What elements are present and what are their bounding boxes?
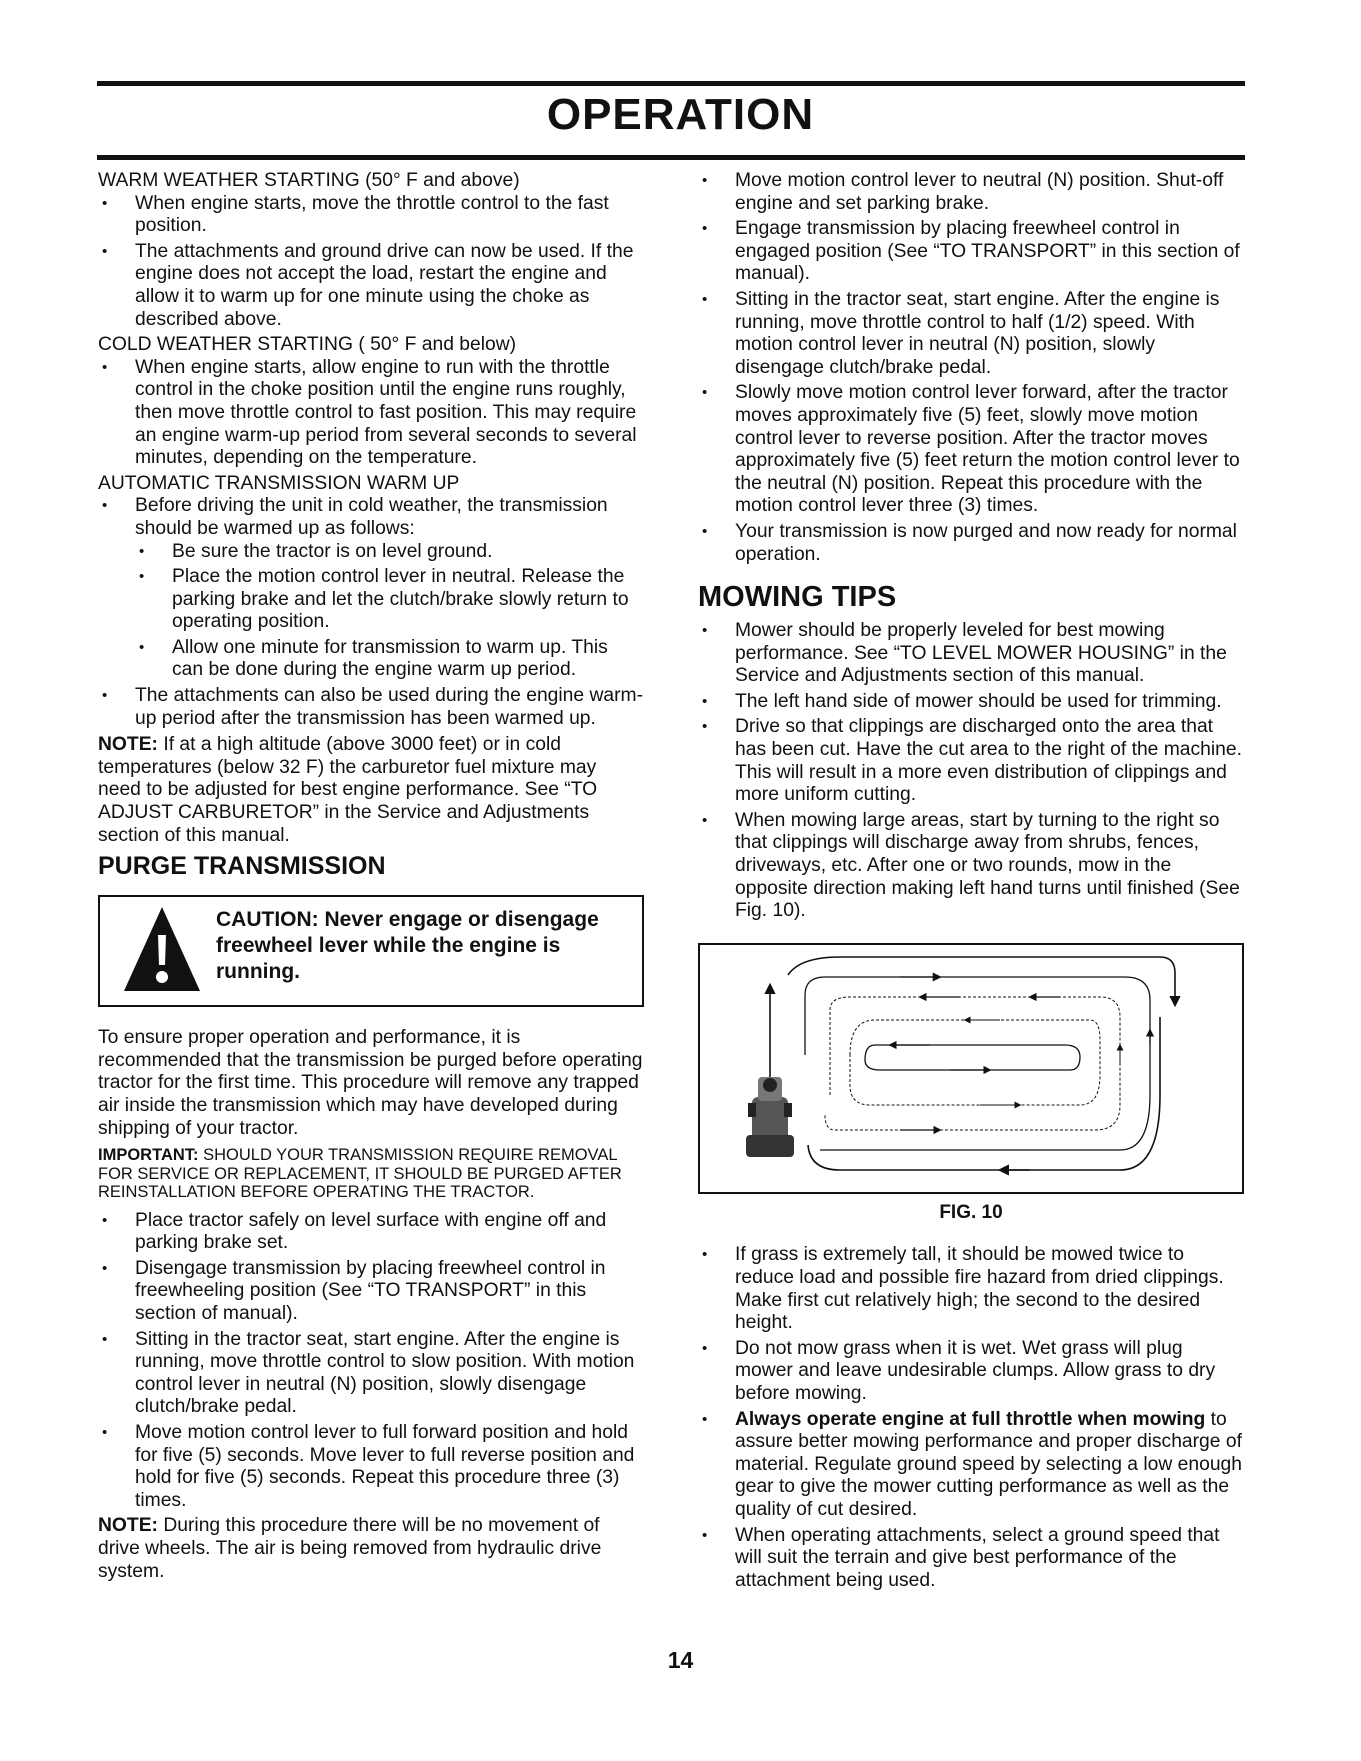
figure-caption: FIG. 10 bbox=[939, 1201, 1003, 1223]
right-column bbox=[698, 170, 1244, 1595]
list-item: • When engine starts, allow engine to run with the throttle control in the choke position until the engine runs roughly, then move throttle control to fast position. This may require an engine warm-up period from several seconds to several minutes, depending on the temperature. bbox=[98, 357, 644, 470]
important-label: IMPORTANT: bbox=[98, 1146, 199, 1165]
top-rule bbox=[97, 81, 1245, 86]
purge-transmission-heading: PURGE TRANSMISSION bbox=[98, 852, 386, 881]
note-label: NOTE: bbox=[98, 734, 158, 756]
important-notice bbox=[98, 1146, 644, 1202]
warning-triangle-icon bbox=[122, 905, 202, 993]
warm-weather-list bbox=[98, 193, 644, 332]
caution-box bbox=[98, 895, 644, 1007]
list-item: • Disengage transmission by placing freewheel control in freewheeling position (See “TO TRANSPORT” in this section of manual). bbox=[98, 1258, 644, 1326]
left-column bbox=[98, 170, 644, 1583]
list-item: • When engine starts, move the throttle control to the fast position. bbox=[98, 193, 644, 238]
page-number: 14 bbox=[667, 1647, 694, 1673]
note-text: During this procedure there will be no movement of drive wheels. The air is being removed from hydraulic drive system. bbox=[98, 1515, 602, 1582]
list-item: • Sitting in the tractor seat, start engine. After the engine is running, move throttle control to half (1/2) speed. With motion control lever in neutral (N) position, slowly disengage clutch/brake pedal. bbox=[698, 289, 1244, 379]
auto-transmission-list bbox=[98, 495, 644, 730]
hydraulic-note bbox=[98, 1515, 644, 1583]
title-rule bbox=[97, 155, 1245, 160]
sub-list-item: • Place the motion control lever in neutral. Release the parking brake and let the clutch/brake slowly return to operating position. bbox=[135, 566, 644, 634]
list-item: • When operating attachments, select a ground speed that will suit the terrain and give best performance of the attachment being used. bbox=[698, 1525, 1244, 1593]
auto-transmission-sublist bbox=[135, 541, 644, 683]
mowing-tips-list bbox=[698, 620, 1244, 923]
list-item: • Move motion control lever to neutral (N) position. Shut-off engine and set parking brake. bbox=[698, 170, 1244, 215]
mowing-pattern-diagram bbox=[700, 945, 1242, 1188]
cold-weather-list bbox=[98, 357, 644, 470]
list-item: • Your transmission is now purged and now ready for normal operation. bbox=[698, 521, 1244, 566]
list-item: • Slowly move motion control lever forward, after the tractor moves approximately five (5) feet, slowly move motion control lever to reverse position. After the tractor moves approximately five (5) feet return the motion control lever to the neutral (N) position. Repeat this procedure with the motion control lever three (3) times. bbox=[698, 382, 1244, 518]
list-item: • Do not mow grass when it is wet. Wet grass will plug mower and leave undesirable clumps. Allow grass to dry before mowing. bbox=[698, 1338, 1244, 1406]
auto-transmission-heading: AUTOMATIC TRANSMISSION WARM UP bbox=[98, 472, 460, 494]
list-item-text: Before driving the unit in cold weather, the transmission should be warmed up as follows: bbox=[135, 495, 608, 539]
page-title: OPERATION bbox=[546, 90, 815, 139]
sub-list-item: • Allow one minute for transmission to warm up. This can be done during the engine warm up period. bbox=[135, 637, 644, 682]
list-item: • Place tractor safely on level surface with engine off and parking brake set. bbox=[98, 1210, 644, 1255]
list-item: • The attachments can also be used during the engine warm-up period after the transmission has been warmed up. bbox=[98, 685, 644, 730]
list-item bbox=[698, 1409, 1244, 1522]
list-item: • If grass is extremely tall, it should be mowed twice to reduce load and possible fire hazard from dried clippings. Make first cut relatively high; the second to the desired height. bbox=[698, 1244, 1244, 1334]
throttle-emphasis: Always operate engine at full throttle when mowing bbox=[735, 1408, 1206, 1430]
throttle-text: to assure better mowing performance and proper discharge of material. Regulate ground speed by selecting a low enough gear to give the mower cutting performance as well as the quality of cut desired. bbox=[735, 1408, 1242, 1520]
mowing-tips-heading: MOWING TIPS bbox=[698, 581, 897, 614]
purge-steps-list bbox=[98, 1210, 644, 1513]
purge-intro: To ensure proper operation and performance, it is recommended that the transmission be purged before operating tractor for the first time. This procedure will remove any trapped air inside the transmission which may have developed during shipping of your tractor. bbox=[98, 1027, 643, 1139]
note-label: NOTE: bbox=[98, 1515, 158, 1537]
cold-weather-heading: COLD WEATHER STARTING ( 50° F and below) bbox=[98, 334, 517, 356]
mowing-pattern-figure bbox=[698, 943, 1244, 1194]
list-item: • The left hand side of mower should be used for trimming. bbox=[698, 691, 1244, 714]
sub-list-item: • Be sure the tractor is on level ground. bbox=[135, 541, 644, 564]
important-text: SHOULD YOUR TRANSMISSION REQUIRE REMOVAL FOR SERVICE OR REPLACEMENT, IT SHOULD BE PURGED AFTER REINSTALLATION BEFORE OPERATING THE TRACTOR. bbox=[98, 1146, 622, 1202]
list-item: • Drive so that clippings are discharged onto the area that has been cut. Have the cut area to the right of the machine. This will result in a more even distribution of clippings and more uniform cutting. bbox=[698, 716, 1244, 806]
list-item: • Move motion control lever to full forward position and hold for five (5) seconds. Move lever to full reverse position and hold for five (5) seconds. Repeat this procedure three (3) times. bbox=[98, 1422, 644, 1512]
additional-mowing-tips-list bbox=[698, 1244, 1244, 1592]
list-item: • Sitting in the tractor seat, start engine. After the engine is running, move throttle control to slow position. With motion control lever in neutral (N) position, slowly disengage clutch/brake pedal. bbox=[98, 1329, 644, 1419]
altitude-note bbox=[98, 734, 644, 847]
list-item: • When mowing large areas, start by turning to the right so that clippings will discharge away from shrubs, fences, driveways, etc. After one or two rounds, mow in the opposite direction making left hand turns until finished (See Fig. 10). bbox=[698, 810, 1244, 923]
list-item bbox=[98, 495, 644, 682]
list-item: • Engage transmission by placing freewheel control in engaged position (See “TO TRANSPORT” in this section of manual). bbox=[698, 218, 1244, 286]
purge-steps-continued-list bbox=[698, 170, 1244, 566]
tractor-icon bbox=[746, 1077, 794, 1157]
caution-text: CAUTION: Never engage or disengage freewheel lever while the engine is running. bbox=[216, 908, 599, 984]
list-item: • Mower should be properly leveled for best mowing performance. See “TO LEVEL MOWER HOUSING” in the Service and Adjustments section of this manual. bbox=[698, 620, 1244, 688]
note-text: If at a high altitude (above 3000 feet) or in cold temperatures (below 32 F) the carburetor fuel mixture may need to be adjusted for best engine performance. See “TO ADJUST CARBURETOR” in the Service and Adjustments section of this manual. bbox=[98, 734, 598, 846]
warm-weather-heading: WARM WEATHER STARTING (50° F and above) bbox=[98, 170, 520, 191]
list-item: • The attachments and ground drive can now be used. If the engine does not accept the load, restart the engine and allow it to warm up for one minute using the choke as described above. bbox=[98, 241, 644, 331]
